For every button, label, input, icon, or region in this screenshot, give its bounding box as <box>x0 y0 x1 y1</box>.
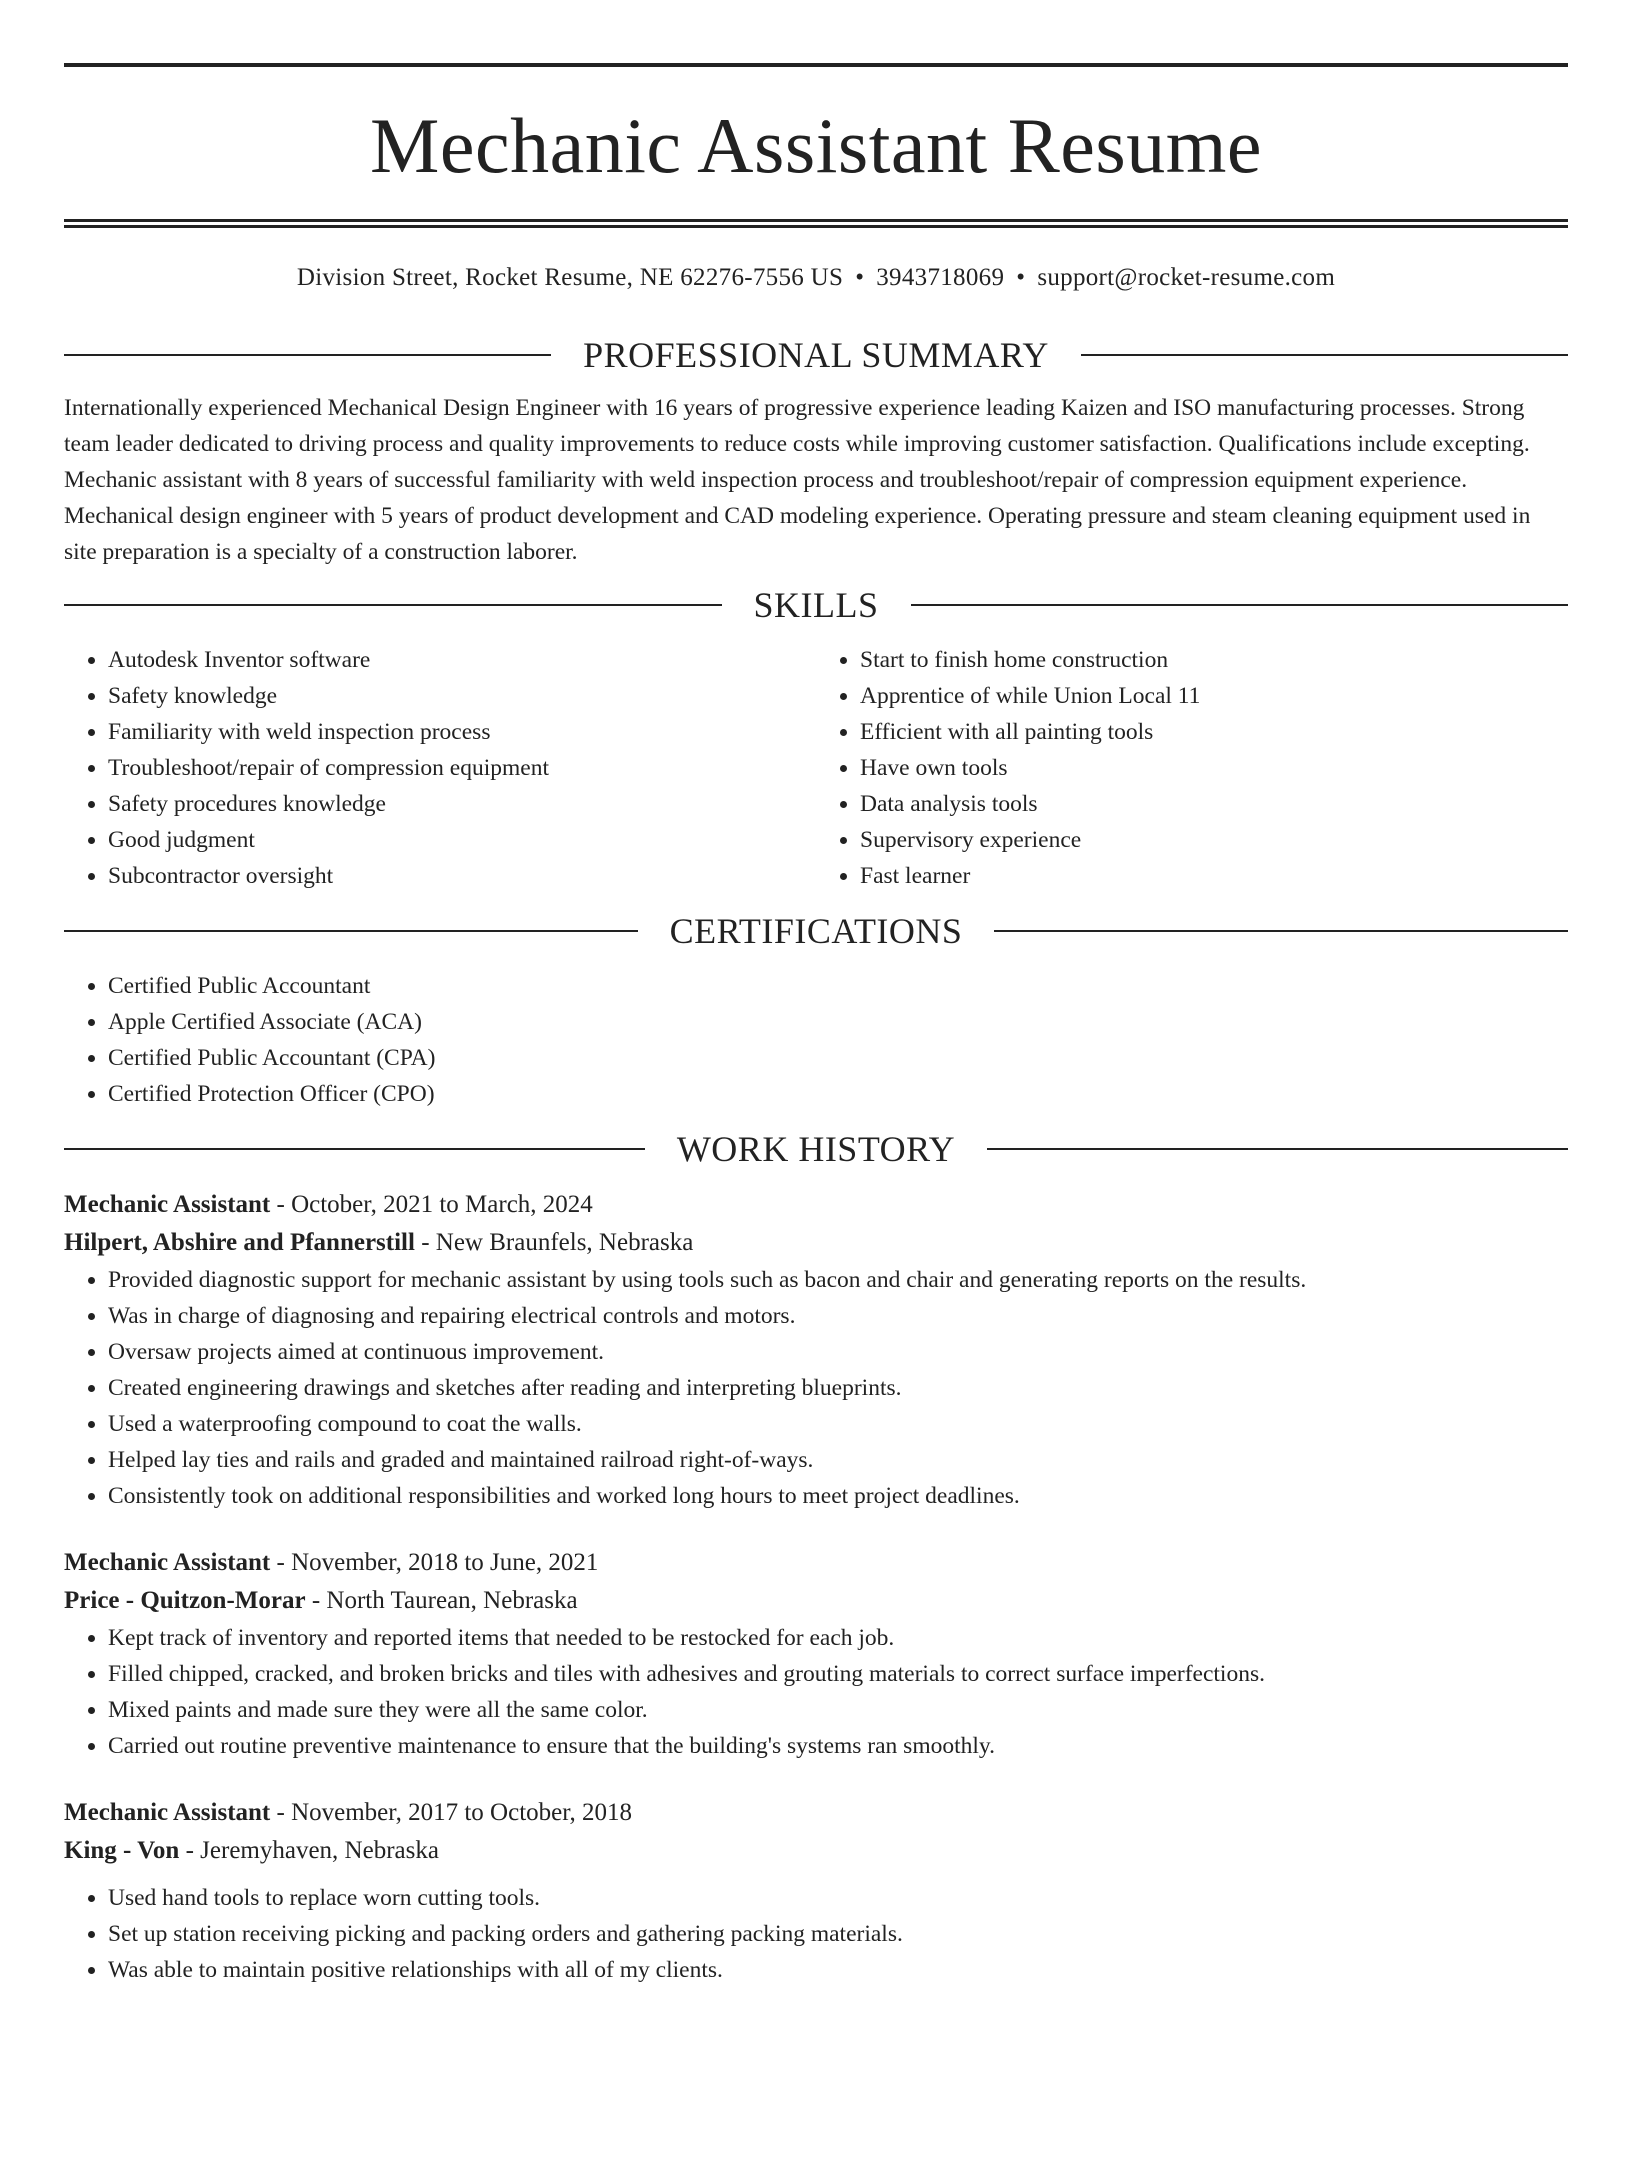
skill-item: • Safety knowledge <box>108 678 816 714</box>
skill-item: • Familiarity with weld inspection process <box>108 714 816 750</box>
job-bullet: • Consistently took on additional responsibilities and worked long hours to meet project deadlines. <box>108 1478 1568 1514</box>
resume-title: Mechanic Assistant Resume <box>369 102 1263 189</box>
summary-heading-label: PROFESSIONAL SUMMARY <box>583 335 1049 375</box>
contact-address: Division Street, Rocket Resume, NE 62276-7556 US <box>296 264 844 291</box>
job-bullets <box>64 1620 1568 1764</box>
skill-item: • Autodesk Inventor software <box>108 642 816 678</box>
summary-heading <box>64 332 1568 378</box>
job-company-line <box>64 1832 1568 1870</box>
job-location: - Jeremyhaven, Nebraska <box>179 1837 439 1864</box>
job-title-line <box>64 1186 1568 1224</box>
skill-item: • Efficient with all painting tools <box>860 714 1568 750</box>
job-bullet: • Carried out routine preventive maintenance to ensure that the building's systems ran smoothly. <box>108 1728 1568 1764</box>
skill-item: • Data analysis tools <box>860 786 1568 822</box>
job-title: Mechanic Assistant <box>64 1549 271 1576</box>
job-company: Hilpert, Abshire and Pfannerstill <box>64 1229 415 1256</box>
job-entry <box>64 1544 1568 1764</box>
certifications-heading <box>64 908 1568 954</box>
skills-list <box>64 642 1568 894</box>
certifications-heading-label: CERTIFICATIONS <box>669 911 963 951</box>
skill-item: • Supervisory experience <box>860 822 1568 858</box>
heading-rule <box>64 930 638 932</box>
skill-item: • Have own tools <box>860 750 1568 786</box>
job-dates: - November, 2018 to June, 2021 <box>270 1549 599 1576</box>
job-dates: - November, 2017 to October, 2018 <box>270 1799 633 1826</box>
job-title: Mechanic Assistant <box>64 1191 271 1218</box>
job-company-line <box>64 1224 1568 1262</box>
job-title-line <box>64 1794 1568 1832</box>
contact-line <box>64 262 1568 294</box>
heading-rule <box>987 1148 1568 1150</box>
job-dates: - October, 2021 to March, 2024 <box>270 1191 593 1218</box>
job-entry <box>64 1186 1568 1514</box>
heading-rule <box>64 604 722 606</box>
job-entry <box>64 1794 1568 1988</box>
job-bullet: • Was in charge of diagnosing and repairing electrical controls and motors. <box>108 1298 1568 1334</box>
work-history-heading-label: WORK HISTORY <box>676 1129 956 1169</box>
skills-heading <box>64 582 1568 628</box>
contact-separator: • <box>855 264 865 291</box>
job-title: Mechanic Assistant <box>64 1799 271 1826</box>
job-bullet: • Used a waterproofing compound to coat the walls. <box>108 1406 1568 1442</box>
summary-text: Internationally experienced Mechanical Design Engineer with 16 years of progressive experience leading Kaizen and ISO manufacturing processes. Strong team leader dedicated to driving process and quality improvements to reduce costs while improving customer satisfaction. Qualifications include excepting. Mechanic assistant with 8 years of successful familiarity with weld inspection process and troubleshoot/repair of compression equipment experience. Mechanical design engineer with 5 years of product development and CAD modeling experience. Operating pressure and steam cleaning equipment used in site preparation is a specialty of a construction laborer. <box>64 395 1531 565</box>
heading-rule <box>994 930 1568 932</box>
job-bullet: • Kept track of inventory and reported items that needed to be restocked for each job. <box>108 1620 1568 1656</box>
job-bullet: • Used hand tools to replace worn cutting tools. <box>108 1880 1568 1916</box>
job-bullet: • Filled chipped, cracked, and broken bricks and tiles with adhesives and grouting materials to correct surface imperfections. <box>108 1656 1568 1692</box>
certification-item: • Certified Public Accountant <box>108 968 1568 1004</box>
heading-rule <box>1081 354 1568 356</box>
skill-item: • Apprentice of while Union Local 11 <box>860 678 1568 714</box>
job-bullet: • Helped lay ties and rails and graded and maintained railroad right-of-ways. <box>108 1442 1568 1478</box>
skill-item: • Good judgment <box>108 822 816 858</box>
contact-phone: 3943718069 <box>876 264 1005 291</box>
work-history-heading <box>64 1126 1568 1172</box>
title-double-rule <box>64 219 1568 228</box>
job-bullet: • Mixed paints and made sure they were all the same color. <box>108 1692 1568 1728</box>
top-rule <box>64 63 1568 67</box>
skill-item: • Fast learner <box>860 858 1568 894</box>
skills-column-right <box>816 642 1568 894</box>
job-company: King - Von <box>64 1837 180 1864</box>
certifications-list <box>64 968 1568 1112</box>
resume-page <box>0 63 1632 2175</box>
contact-separator: • <box>1016 264 1026 291</box>
job-bullet: • Provided diagnostic support for mechanic assistant by using tools such as bacon and chair and generating reports on the results. <box>108 1262 1568 1298</box>
job-company: Price - Quitzon-Morar <box>64 1587 306 1614</box>
certification-item: • Certified Protection Officer (CPO) <box>108 1076 1568 1112</box>
heading-rule <box>64 1148 645 1150</box>
skill-item: • Safety procedures knowledge <box>108 786 816 822</box>
job-location: - New Braunfels, Nebraska <box>414 1229 694 1256</box>
job-bullet: • Was able to maintain positive relationships with all of my clients. <box>108 1952 1568 1988</box>
contact-email: support@rocket-resume.com <box>1037 264 1336 291</box>
skills-heading-label: SKILLS <box>753 585 879 625</box>
job-bullet: • Oversaw projects aimed at continuous improvement. <box>108 1334 1568 1370</box>
heading-rule <box>64 354 551 356</box>
job-bullets <box>64 1262 1568 1514</box>
job-company-line <box>64 1582 1568 1620</box>
job-bullet: • Created engineering drawings and sketches after reading and interpreting blueprints. <box>108 1370 1568 1406</box>
job-bullet: • Set up station receiving picking and packing orders and gathering packing materials. <box>108 1916 1568 1952</box>
job-title-line <box>64 1544 1568 1582</box>
heading-rule <box>911 604 1569 606</box>
job-bullets <box>64 1880 1568 1988</box>
certification-item: • Apple Certified Associate (ACA) <box>108 1004 1568 1040</box>
skill-item: • Start to finish home construction <box>860 642 1568 678</box>
skill-item: • Troubleshoot/repair of compression equipment <box>108 750 816 786</box>
skills-column-left <box>64 642 816 894</box>
certification-item: • Certified Public Accountant (CPA) <box>108 1040 1568 1076</box>
skill-item: • Subcontractor oversight <box>108 858 816 894</box>
job-location: - North Taurean, Nebraska <box>305 1587 578 1614</box>
